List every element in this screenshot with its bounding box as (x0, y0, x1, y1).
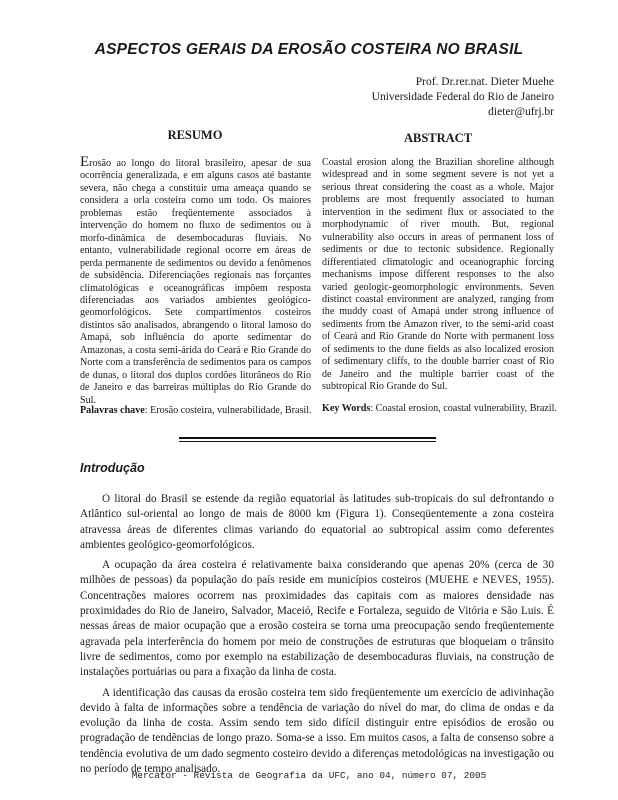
resumo-body: rosão ao longo do litoral brasileiro, apesar de sua ocorrência generalizada, e em alguns casos até bastante severa, não chega a constituir uma ameaça quando se considera a orla costeira como um todo. Os maiores problemas estão freqüentemente associados à intervenção do homem no fluxo de sedimentos ou à morfo-dinâmica de desembocaduras fluviais. No entanto, vulnerabilidade regional ocorre em áreas de perda permanente de sedimentos ou devido a fenômenos de subsidência. Diferenciações regionais nas forçantes climatológicas e oceanográficas impõem resposta diferenciadas aos variados ambientes geológico-geomorfológicos. Sete compartimentos costeiros distintos são analisados, abrangendo o litoral lamoso do Amapá, sob influência do aporte sedimentar do Amazonas, a costa semi-árida do Ceará e Rio Grande do Norte com a transferência de sedimentos para os campos de dunas, o litoral dos duplos cordões litorâneos do Rio de Janeiro e das barreiras múltiplas do Rio Grande do Sul. (80, 158, 311, 406)
author-block (372, 75, 554, 120)
divider-thin (179, 441, 436, 442)
keywords-en-label: Key Words (322, 403, 371, 414)
keywords-en-values: : Coastal erosion, coastal vulnerability, Brazil. (370, 403, 557, 414)
keywords-pt-label: Palavras chave (80, 405, 145, 416)
divider-thick (179, 437, 436, 439)
abstract-heading: ABSTRACT (403, 131, 473, 145)
author-email: dieter@ufrj.br (488, 106, 554, 118)
keywords-en (322, 403, 562, 415)
resumo-heading: RESUMO (167, 128, 223, 142)
introducao-body (80, 492, 554, 782)
resumo-dropcap: E (80, 154, 90, 170)
paragraph: A ocupação da área costeira é relativamente baixa considerando que apenas 20% (cerca de 30 milhões de pessoas) da população do país reside em municípios costeiros (MUEHE e NEVES, 1955). Concentrações maiores ocorrem nas proximidades das capitais com as maiores densidade nas proximidades do Rio de Janeiro, Salvador, Maceió, Recife e Fortaleza, seguido de Vitória e São Luis. É nessas áreas de maior ocupação que a erosão costeira se torna uma preocupação sendo freqüentemente agravada pela interferência do homem por meio de construções de estruturas que bloqueiam o trânsito livre de sedimentos, como por exemplo na estabilização de desembocaduras fluviais, na construção de instalações portuárias ou para a fixação da linha de costa. (80, 559, 554, 679)
section-heading-introducao: Introdução (80, 461, 145, 475)
abstract-text: Coastal erosion along the Brazilian shoreline although widespread and in some segment severe is not yet a serious threat considering the coast as a whole. Major problems are most frequently associated to human intervention in the sediment flux or associated to the morphodynamic of river mouth. But, regional vulnerability also occurs in areas of permanent loss of sediments or due to tectonic subsidence. Regionally differentiated climatologic and oceanographic forcing mechanisms impose different responses to the also varied geologic-geomorphologic environments. Seven distinct coastal environment are analyzed, ranging from the muddy coast of Amapá under strong influence of sediments from the Amazon river, to the semi-arid coast of Ceará and Rio Grande do Norte with permanent loss of sediments to the dune fields as also localized erosion of sedimentary cliffs, to the double barrier coast of Rio de Janeiro and the multiple barrier coast of the subtropical Rio Grande do Sul. (322, 157, 554, 393)
keywords-pt-values: : Erosão costeira, vulnerabilidade, Brasil. (144, 405, 312, 416)
article-title: ASPECTOS GERAIS DA EROSÃO COSTEIRA NO BRASIL (94, 41, 524, 58)
resumo-text (80, 154, 311, 407)
page-footer: Mercator - Revista de Geografia da UFC, ano 04, número 07, 2005 (131, 770, 487, 781)
keywords-pt (80, 405, 320, 417)
author-affiliation: Universidade Federal do Rio de Janeiro (371, 91, 554, 103)
paragraph: A identificação das causas da erosão costeira tem sido freqüentemente um exercício de adivinhação devido à falta de informações sobre a tendência de variação do nível do mar, do clima de ondas e da evolução da linha de costa. Assim sendo tem sido difícil distinguir entre episódios de erosão ou progradação de tendências de longo prazo. Soma-se a isso. Em muitos casos, a falta de consenso sobre a tendência evolutiva de um dado segmento costeiro devido a diferenças metodológicas na investigação ou no período de tempo analisado. (80, 686, 554, 776)
author-name: Prof. Dr.rer.nat. Dieter Muehe (415, 76, 554, 88)
paragraph: O litoral do Brasil se estende da região equatorial às latitudes sub-tropicais do sul defrontando o Atlântico sul-oriental ao longo de mais de 8000 km (Figura 1). Conseqüentemente a zona costeira atravessa áreas de diferentes climas variando do equatorial ao subtropical assim como deferentes ambientes geológico-geomorfológicos. (80, 493, 554, 551)
